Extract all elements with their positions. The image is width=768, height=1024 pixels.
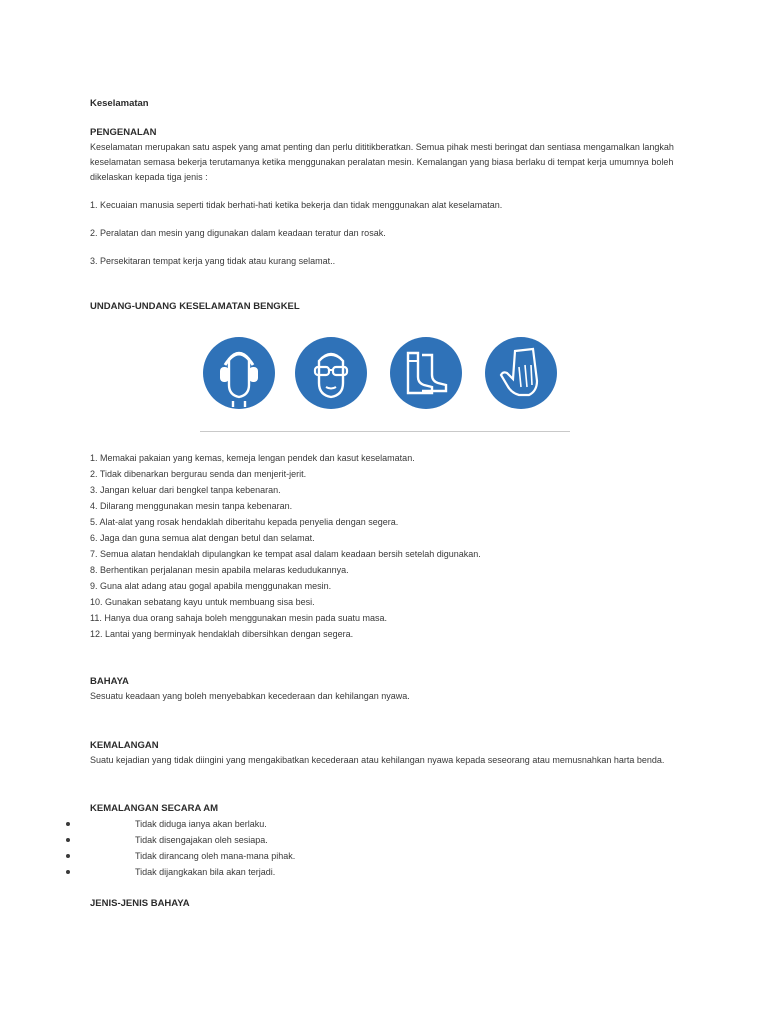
kemalangan-heading: KEMALANGAN xyxy=(90,740,159,751)
bullet-icon xyxy=(66,854,70,858)
list-item xyxy=(90,832,690,848)
rule-item: 5. Alat-alat yang rosak hendaklah diberitahu kepada penyelia dengan segera. xyxy=(90,517,399,527)
safety-boots-icon xyxy=(390,337,462,409)
list-item-text: Tidak dirancang oleh mana-mana pihak. xyxy=(135,851,296,861)
jenis-bahaya-heading: JENIS-JENIS BAHAYA xyxy=(90,898,190,909)
ear-protection-icon xyxy=(203,337,275,409)
bullet-icon xyxy=(66,822,70,826)
list-item xyxy=(90,848,690,864)
rules-heading: UNDANG-UNDANG KESELAMATAN BENGKEL xyxy=(90,301,300,312)
document-page xyxy=(90,96,690,911)
intro-point-2: 2. Peralatan dan mesin yang digunakan dalam keadaan teratur dan rosak. xyxy=(90,228,386,238)
rules-list xyxy=(90,450,690,642)
rule-item: 2. Tidak dibenarkan bergurau senda dan menjerit-jerit. xyxy=(90,469,307,479)
safety-goggles-icon xyxy=(295,337,367,409)
bullet-icon xyxy=(66,870,70,874)
list-item-text: Tidak diduga ianya akan berlaku. xyxy=(135,819,267,829)
rule-item: 7. Semua alatan hendaklah dipulangkan ke tempat asal dalam keadaan bersih setelah digunakan. xyxy=(90,549,481,559)
list-item xyxy=(90,816,690,832)
document-title: Keselamatan xyxy=(90,98,149,109)
intro-body: Keselamatan merupakan satu aspek yang amat penting dan perlu dititikberatkan. Semua pihak mesti beringat dan sentiasa mengamalkan langkah keselamatan semasa bekerja terutamanya ketika menggunakan peralatan mesin. Kemalangan yang biasa berlaku di tempat kerja umumnya boleh dikelaskan kepada tiga jenis : xyxy=(90,142,674,182)
bullet-icon xyxy=(66,838,70,842)
kemalangan-am-list xyxy=(90,816,690,880)
rule-item: 11. Hanya dua orang sahaja boleh menggunakan mesin pada suatu masa. xyxy=(90,613,388,623)
kemalangan-am-heading: KEMALANGAN SECARA AM xyxy=(90,803,219,814)
list-item xyxy=(90,864,690,880)
rule-item: 1. Memakai pakaian yang kemas, kemeja lengan pendek dan kasut keselamatan. xyxy=(90,453,415,463)
bahaya-body: Sesuatu keadaan yang boleh menyebabkan kecederaan dan kehilangan nyawa. xyxy=(90,691,410,701)
rule-item: 6. Jaga dan guna semua alat dengan betul dan selamat. xyxy=(90,533,315,543)
rule-item: 8. Berhentikan perjalanan mesin apabila melaras kedudukannya. xyxy=(90,565,349,575)
list-item-text: Tidak dijangkakan bila akan terjadi. xyxy=(135,867,276,877)
kemalangan-body: Suatu kejadian yang tidak diingini yang mengakibatkan kecederaan atau kehilangan nyawa kepada seseorang atau memusnahkan harta benda. xyxy=(90,755,665,765)
intro-point-1: 1. Kecuaian manusia seperti tidak berhati-hati ketika bekerja dan tidak menggunakan alat keselamatan. xyxy=(90,200,503,210)
rule-item: 3. Jangan keluar dari bengkel tanpa kebenaran. xyxy=(90,485,281,495)
safety-signs-strip xyxy=(200,331,570,432)
list-item-text: Tidak disengajakan oleh sesiapa. xyxy=(135,835,268,845)
rule-item: 4. Dilarang menggunakan mesin tanpa kebenaran. xyxy=(90,501,293,511)
rule-item: 12. Lantai yang berminyak hendaklah dibersihkan dengan segera. xyxy=(90,629,354,639)
rule-item: 10. Gunakan sebatang kayu untuk membuang sisa besi. xyxy=(90,597,315,607)
safety-gloves-icon xyxy=(485,337,557,409)
bahaya-heading: BAHAYA xyxy=(90,676,129,687)
intro-heading: PENGENALAN xyxy=(90,127,157,138)
intro-point-3: 3. Persekitaran tempat kerja yang tidak atau kurang selamat.. xyxy=(90,256,336,266)
rule-item: 9. Guna alat adang atau gogal apabila menggunakan mesin. xyxy=(90,581,332,591)
